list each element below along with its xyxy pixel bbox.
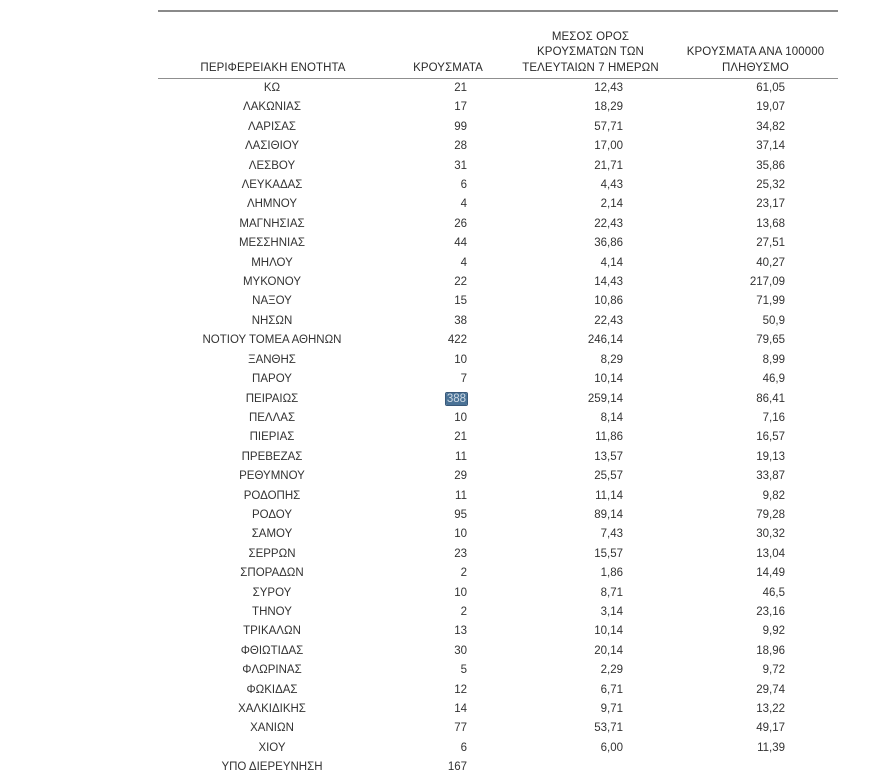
cell-regional-unit: ΦΩΚΙΔΑΣ	[246, 683, 298, 696]
cell-cases: 6	[460, 179, 467, 192]
cell-cases-per-100000: 13,04	[756, 547, 785, 560]
cell-regional-unit: ΠΕΙΡΑΙΩΣ	[245, 392, 299, 405]
table-row	[158, 428, 838, 447]
table-body	[158, 79, 838, 778]
cell-cases: 6	[460, 741, 467, 754]
table-row	[158, 273, 838, 292]
cell-cases: 13	[454, 625, 467, 638]
table-row	[158, 525, 838, 544]
cell-cases-per-100000: 33,87	[756, 470, 785, 483]
cell-cases: 11	[455, 489, 467, 502]
cell-seven-day-average: 6,71	[600, 683, 623, 696]
cell-regional-unit: ΚΩ	[263, 82, 281, 94]
cell-cases-per-100000: 19,07	[756, 101, 785, 114]
cell-seven-day-average: 7,43	[600, 528, 623, 541]
table-row	[158, 564, 838, 583]
table-row	[158, 661, 838, 680]
cell-seven-day-average: 4,14	[600, 256, 623, 269]
column-header-cases-line1: ΚΡΟΥΣΜΑΤΑ	[413, 61, 483, 74]
cell-regional-unit: ΝΗΣΩΝ	[251, 314, 293, 327]
cell-cases: 44	[454, 237, 467, 250]
cell-cases-per-100000: 46,5	[762, 586, 785, 599]
cell-cases-per-100000: 40,27	[756, 256, 785, 269]
table-header-row	[158, 11, 838, 79]
cell-cases: 31	[454, 159, 467, 172]
cell-seven-day-average: 10,14	[594, 373, 623, 386]
cell-regional-unit: ΛΑΡΙΣΑΣ	[247, 120, 297, 133]
cell-cases-per-100000: 9,92	[762, 625, 785, 638]
cell-seven-day-average: 10,86	[594, 295, 623, 308]
cell-seven-day-average: 25,57	[594, 470, 623, 483]
cell-cases-per-100000: 23,17	[756, 198, 785, 211]
cell-seven-day-average: 8,71	[600, 586, 623, 599]
cell-regional-unit: ΠΙΕΡΙΑΣ	[249, 431, 295, 444]
cell-cases: 12	[454, 683, 467, 696]
column-header-regional-unit-line1: ΠΕΡΙΦΕΡΕΙΑΚΗ ΕΝΟΤΗΤΑ	[200, 61, 346, 74]
table-row	[158, 312, 838, 331]
table-row	[158, 448, 838, 467]
cell-cases-per-100000: 50,9	[762, 314, 785, 327]
cell-cases: 17	[454, 101, 467, 114]
cell-seven-day-average: 6,00	[600, 741, 623, 754]
cell-regional-unit: ΡΟΔΟΠΗΣ	[243, 489, 301, 502]
cell-cases-per-100000: 61,05	[756, 82, 785, 94]
cell-regional-unit: ΣΥΡΟΥ	[252, 586, 292, 599]
cell-regional-unit: ΜΑΓΝΗΣΙΑΣ	[239, 217, 305, 230]
cell-regional-unit: ΤΗΝΟΥ	[252, 605, 292, 618]
cell-cases: 99	[454, 120, 467, 133]
cell-regional-unit: ΝΟΤΙΟΥ ΤΟΜΕΑ ΑΘΗΝΩΝ	[202, 334, 342, 347]
cell-seven-day-average: 2,14	[600, 198, 623, 211]
cell-seven-day-average: 3,14	[600, 605, 623, 618]
table-row	[158, 642, 838, 661]
cell-regional-unit: ΣΑΜΟΥ	[251, 528, 293, 541]
cell-seven-day-average: 15,57	[594, 547, 623, 560]
cell-regional-unit: ΛΕΥΚΑΔΑΣ	[241, 179, 303, 192]
cell-cases: 2	[460, 567, 467, 580]
cell-regional-unit: ΝΑΞΟΥ	[252, 295, 292, 308]
cell-cases: 10	[454, 411, 467, 424]
column-header-seven-day-average-line1: ΜΕΣΟΣ ΟΡΟΣ	[551, 30, 630, 43]
cell-seven-day-average: 57,71	[594, 120, 623, 133]
cell-cases-per-100000: 14,49	[756, 567, 785, 580]
cell-cases: 77	[454, 722, 467, 735]
table-row	[158, 79, 838, 99]
cell-cases-per-100000: 79,28	[756, 508, 785, 521]
cell-cases-per-100000: 18,96	[756, 644, 785, 657]
cell-regional-unit: ΛΑΚΩΝΙΑΣ	[243, 101, 301, 114]
cell-cases: 14	[454, 703, 467, 715]
table-row	[158, 719, 838, 738]
table-row	[158, 195, 838, 214]
cell-regional-unit: ΧΑΝΙΩΝ	[250, 722, 294, 735]
cell-cases: 15	[454, 295, 467, 308]
table-row	[158, 157, 838, 176]
cell-regional-unit: ΞΑΝΘΗΣ	[248, 353, 296, 366]
cell-cases: 5	[460, 664, 467, 677]
cell-cases-per-100000: 35,86	[756, 159, 785, 172]
cell-seven-day-average: 17,00	[594, 140, 623, 153]
cases-by-regional-unit-table	[158, 10, 838, 778]
cell-cases-per-100000: 46,9	[762, 373, 785, 386]
cell-regional-unit: ΧΙΟΥ	[258, 741, 286, 754]
cell-regional-unit: ΜΥΚΟΝΟΥ	[242, 276, 302, 289]
cell-regional-unit: ΡΕΘΥΜΝΟΥ	[239, 470, 305, 483]
cell-seven-day-average: 21,71	[594, 159, 623, 172]
table-row	[158, 758, 838, 777]
cell-cases: 4	[460, 198, 467, 211]
cell-seven-day-average: 246,14	[587, 334, 623, 347]
table-row	[158, 622, 838, 641]
cell-seven-day-average: 8,14	[600, 411, 623, 424]
cell-cases: 4	[460, 256, 467, 269]
cell-regional-unit: ΤΡΙΚΑΛΩΝ	[243, 625, 301, 638]
cell-cases: 30	[454, 644, 467, 657]
cell-regional-unit: ΛΕΣΒΟΥ	[248, 159, 296, 172]
cell-cases-per-100000: 49,17	[756, 722, 785, 735]
table-row	[158, 700, 838, 719]
table-row	[158, 331, 838, 350]
cell-cases-per-100000: 217,09	[749, 276, 785, 289]
cell-cases[interactable]	[388, 390, 508, 409]
cell-seven-day-average: 2,29	[600, 664, 623, 677]
cell-cases-per-100000: 7,16	[762, 411, 785, 424]
cell-seven-day-average: 22,43	[594, 217, 623, 230]
cell-cases: 22	[454, 276, 467, 289]
highlighted-cell-value[interactable]: 388	[446, 392, 466, 405]
cell-seven-day-average: 10,14	[594, 625, 623, 638]
cell-seven-day-average: 1,86	[600, 567, 623, 580]
column-header-seven-day-average-line3: ΤΕΛΕΥΤΑΙΩΝ 7 ΗΜΕΡΩΝ	[522, 61, 659, 74]
cell-seven-day-average: 11,14	[595, 489, 623, 502]
cell-cases: 10	[454, 586, 467, 599]
cell-seven-day-average: 36,86	[594, 237, 623, 250]
column-header-cases-per-100000-line2: ΠΛΗΘΥΣΜΟ	[722, 61, 789, 74]
table-row	[158, 351, 838, 370]
cell-regional-unit: ΜΗΛΟΥ	[251, 256, 293, 269]
cell-cases: 23	[454, 547, 467, 560]
cell-cases: 10	[454, 353, 467, 366]
column-header-cases-per-100000-line1: ΚΡΟΥΣΜΑΤΑ ΑΝΑ 100000	[686, 46, 825, 58]
table-row	[158, 370, 838, 389]
table-row	[158, 292, 838, 311]
cell-cases: 21	[454, 82, 467, 94]
table-row	[158, 739, 838, 758]
cell-cases: 422	[447, 334, 467, 347]
table-row	[158, 254, 838, 273]
cell-regional-unit: ΣΕΡΡΩΝ	[248, 547, 296, 560]
table-row	[158, 506, 838, 525]
cell-cases-per-100000: 9,72	[762, 664, 785, 677]
column-header-seven-day-average	[508, 11, 673, 79]
table-row	[158, 545, 838, 564]
cell-cases-per-100000: 27,51	[756, 237, 785, 250]
cell-cases-per-100000: 16,57	[756, 431, 785, 444]
cell-regional-unit: ΥΠΟ ΔΙΕΡΕΥΝΗΣΗ	[221, 761, 323, 774]
cell-seven-day-average: 53,71	[594, 722, 623, 735]
cell-seven-day-average: 8,29	[600, 353, 623, 366]
cell-cases-per-100000: 9,82	[762, 489, 785, 502]
cell-cases-per-100000: 13,68	[756, 217, 785, 230]
table-row	[158, 681, 838, 700]
cell-regional-unit: ΛΗΜΝΟΥ	[246, 198, 298, 211]
table-row	[158, 603, 838, 622]
cell-cases-per-100000: 19,13	[756, 450, 785, 463]
cell-regional-unit: ΜΕΣΣΗΝΙΑΣ	[238, 237, 306, 250]
cell-cases-per-100000: 13,22	[756, 703, 785, 715]
cell-cases-per-100000: 8,99	[762, 353, 785, 366]
cell-cases: 38	[454, 314, 467, 327]
column-header-cases-per-100000	[673, 11, 838, 79]
cell-seven-day-average: 9,71	[600, 703, 623, 715]
table-row	[158, 467, 838, 486]
cell-regional-unit: ΠΕΛΛΑΣ	[248, 411, 296, 424]
cell-cases-per-100000: 30,32	[756, 528, 785, 541]
cell-cases-per-100000: 29,74	[756, 683, 785, 696]
cases-table-container	[158, 10, 838, 778]
cell-cases: 95	[454, 508, 467, 521]
table-header	[158, 11, 838, 79]
column-header-cases	[388, 11, 508, 79]
cell-cases: 7	[460, 373, 467, 386]
cell-cases-per-100000: 86,41	[756, 392, 785, 405]
cell-seven-day-average: 13,57	[594, 450, 623, 463]
cell-cases-per-100000: 11,39	[757, 741, 785, 754]
cell-seven-day-average: 22,43	[594, 314, 623, 327]
cell-cases-per-100000: 23,16	[756, 605, 785, 618]
cell-regional-unit: ΡΟΔΟΥ	[251, 508, 293, 521]
cell-cases-per-100000: 37,14	[756, 140, 785, 153]
cell-cases-per-100000: 25,32	[756, 179, 785, 192]
cell-regional-unit: ΠΑΡΟΥ	[252, 373, 292, 386]
cell-cases-per-100000	[673, 758, 838, 777]
table-row	[158, 390, 838, 409]
cell-seven-day-average: 89,14	[594, 508, 623, 521]
table-row	[158, 234, 838, 253]
cell-cases-per-100000: 34,82	[756, 120, 785, 133]
cell-cases: 167	[447, 761, 467, 774]
cell-cases-per-100000: 71,99	[756, 295, 785, 308]
column-header-regional-unit	[158, 11, 388, 79]
cell-regional-unit: ΦΘΙΩΤΙΔΑΣ	[240, 644, 304, 657]
table-row	[158, 215, 838, 234]
table-row	[158, 584, 838, 603]
table-row	[158, 137, 838, 156]
cell-seven-day-average	[508, 758, 673, 777]
cell-regional-unit: ΣΠΟΡΑΔΩΝ	[240, 567, 304, 580]
cell-cases: 26	[454, 217, 467, 230]
cell-regional-unit: ΠΡΕΒΕΖΑΣ	[241, 450, 303, 463]
table-row	[158, 118, 838, 137]
cell-cases: 29	[454, 470, 467, 483]
cell-regional-unit: ΦΛΩΡΙΝΑΣ	[242, 664, 302, 677]
cell-cases: 2	[460, 605, 467, 618]
table-row	[158, 409, 838, 428]
cell-seven-day-average: 259,14	[587, 392, 623, 405]
cell-seven-day-average: 11,86	[595, 431, 623, 444]
table-row	[158, 98, 838, 117]
table-row	[158, 487, 838, 506]
cell-cases: 11	[455, 450, 467, 463]
cell-seven-day-average: 18,29	[594, 101, 623, 114]
cell-seven-day-average: 20,14	[594, 644, 623, 657]
cell-regional-unit: ΛΑΣΙΘΙΟΥ	[244, 140, 300, 153]
cell-cases: 21	[454, 431, 467, 444]
table-row	[158, 176, 838, 195]
cell-cases: 10	[454, 528, 467, 541]
cell-seven-day-average: 14,43	[594, 276, 623, 289]
column-header-seven-day-average-line2: ΚΡΟΥΣΜΑΤΩΝ ΤΩΝ	[537, 46, 644, 58]
cell-seven-day-average: 12,43	[594, 82, 623, 94]
cell-regional-unit: ΧΑΛΚΙΔΙΚΗΣ	[238, 703, 306, 715]
cell-cases-per-100000: 79,65	[756, 334, 785, 347]
cell-cases: 28	[454, 140, 467, 153]
cell-seven-day-average: 4,43	[600, 179, 623, 192]
